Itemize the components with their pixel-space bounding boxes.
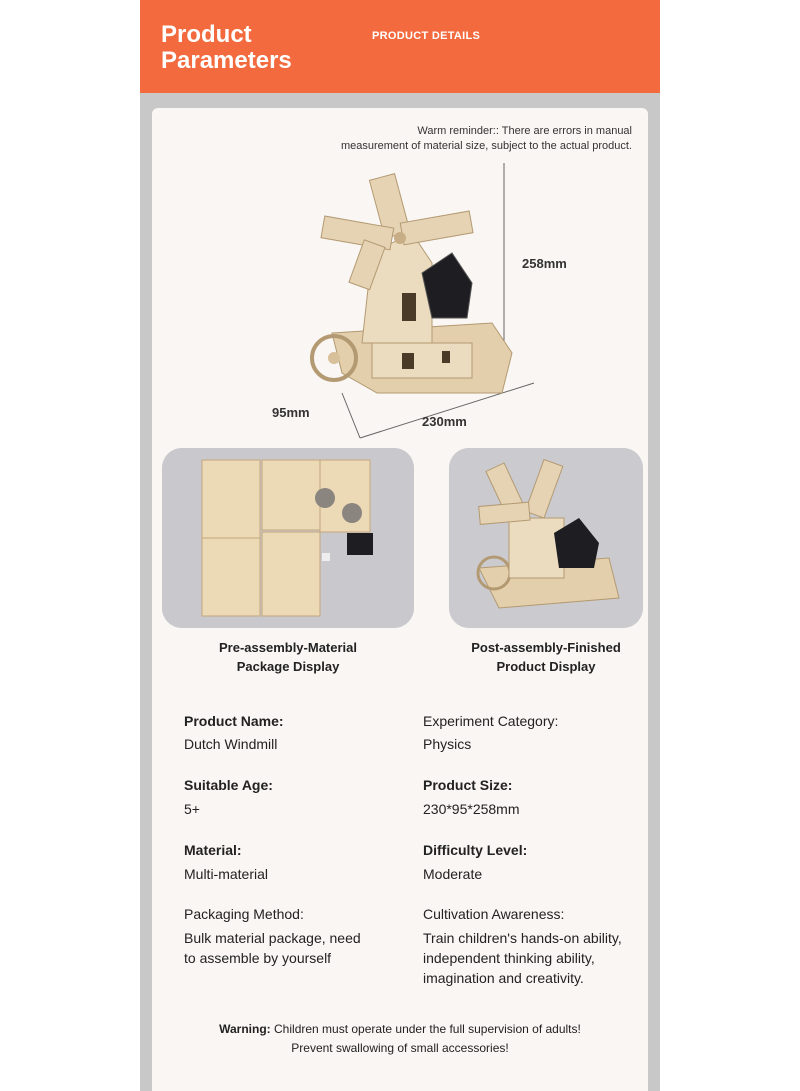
product-size-value: 230*95*258mm: [423, 801, 520, 817]
material-value: Multi-material: [184, 866, 269, 882]
packaging-line-2: to assemble by yourself: [184, 950, 332, 966]
product-size-label: Product Size:: [423, 777, 513, 793]
difficulty-value: Moderate: [423, 866, 483, 882]
cultivation-line-2: independent thinking ability,: [423, 950, 595, 966]
pre-assembly-caption: [162, 638, 414, 676]
product-name-label: Product Name:: [184, 713, 284, 729]
experiment-category-value: Physics: [423, 736, 472, 752]
details-card: [152, 108, 648, 1091]
safety-warning: [152, 1020, 648, 1058]
title-line-2: Parameters: [161, 47, 292, 74]
product-name-value: Dutch Windmill: [184, 736, 278, 752]
cultivation-line-1: Train children's hands-on ability,: [423, 930, 622, 946]
packaging-value: [184, 928, 361, 968]
pre-assembly-photo: [162, 448, 414, 628]
experiment-category-label: Experiment Category:: [423, 713, 559, 729]
depth-dimension: 95mm: [272, 405, 310, 420]
page-subtitle: PRODUCT DETAILS: [372, 30, 481, 42]
post-caption-line-1: Post-assembly-Finished: [471, 640, 621, 655]
header-banner: [140, 0, 660, 93]
warm-reminder: [272, 124, 632, 154]
cultivation-value: [423, 928, 622, 988]
width-dimension: 230mm: [422, 414, 467, 429]
suitable-age-label: Suitable Age:: [184, 777, 273, 793]
difficulty-label: Difficulty Level:: [423, 842, 528, 858]
reminder-line-2: measurement of material size, subject to the actual product.: [340, 140, 632, 152]
post-assembly-caption: [449, 638, 643, 676]
page-title: [161, 22, 292, 74]
material-label: Material:: [184, 842, 242, 858]
pre-caption-line-1: Pre-assembly-Material: [218, 640, 357, 655]
post-caption-line-2: Product Display: [496, 659, 596, 674]
post-assembly-photo: [449, 448, 643, 628]
wood-sheets-image: [162, 448, 414, 628]
pre-caption-line-2: Package Display: [236, 659, 340, 674]
finished-windmill-image: [449, 448, 643, 628]
warning-line-1: [152, 1020, 648, 1039]
windmill-dimension-illustration: [302, 153, 542, 443]
reminder-line-1: Warm reminder:: There are errors in manual: [417, 125, 632, 137]
warning-text-1: Children must operate under the full supervision of adults!: [274, 1022, 581, 1036]
product-page: [140, 0, 660, 1091]
suitable-age-value: 5+: [184, 801, 200, 817]
height-dimension: 258mm: [522, 256, 567, 271]
cultivation-line-3: imagination and creativity.: [423, 970, 584, 986]
title-line-1: Product: [161, 21, 252, 48]
cultivation-label: Cultivation Awareness:: [423, 906, 565, 922]
packaging-label: Packaging Method:: [184, 906, 304, 922]
packaging-line-1: Bulk material package, need: [184, 930, 361, 946]
warning-text-2: Prevent swallowing of small accessories!: [291, 1041, 509, 1055]
warning-label: Warning:: [219, 1022, 271, 1036]
